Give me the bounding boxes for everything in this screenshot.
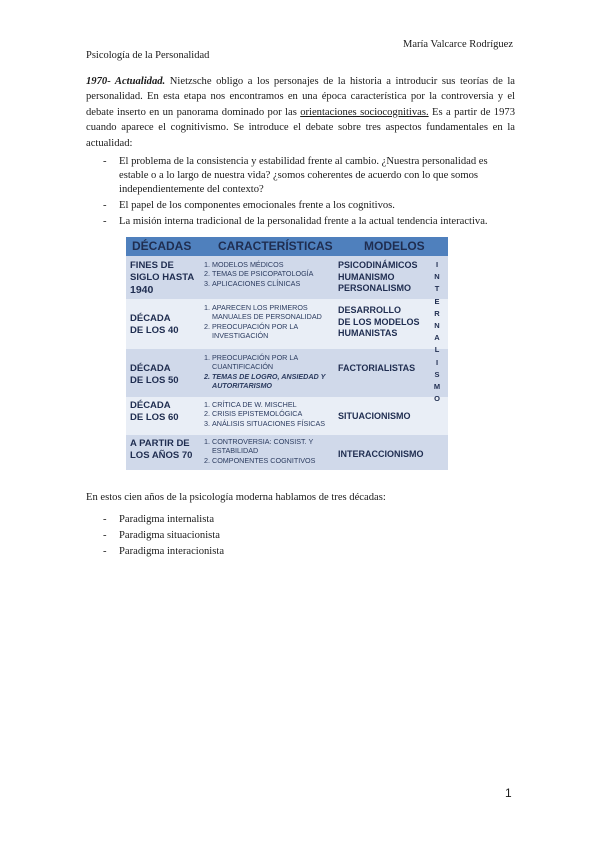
- header-subject: Psicología de la Personalidad: [86, 50, 210, 61]
- row-models: PSICODINÁMICOS HUMANISMO PERSONALISMO: [338, 260, 418, 293]
- decades-table: [126, 237, 448, 470]
- table-row: [126, 435, 448, 470]
- header-author: María Valcarce Rodríguez: [402, 39, 513, 50]
- paradigm-item: - Paradigma interacionista: [86, 545, 515, 559]
- header-caracteristicas: CARACTERÍSTICAS: [218, 239, 333, 253]
- intro-text-2: Es a partir de 1973 cuando aparece el cognitivismo. Se introduce el debate sobre tres aspectos fundamentales en la actualidad:: [86, 106, 515, 149]
- header-decadas: DÉCADAS: [132, 239, 192, 253]
- table-row: [126, 256, 448, 299]
- row-characteristics: 1. CONTROVERSIA: CONSIST. Y ESTABILIDAD 2. COMPONENTES COGNITIVOS: [200, 437, 334, 465]
- row-models: SITUACIONISMO: [338, 411, 411, 421]
- paradigms-list: [86, 513, 515, 561]
- row-characteristics: 1. CRÍTICA DE W. MISCHEL 2. CRISIS EPISTEMOLÓGICA 3. ANÁLISIS SITUACIONES FÍSICAS: [200, 400, 334, 428]
- row-models: FACTORIALISTAS: [338, 363, 416, 373]
- aspect-item: - El problema de la consistencia y estabilidad frente al cambio. ¿Nuestra personalidad es estable o a lo largo de nuestra vida? ¿somos coherentes de acuerdo con lo que somos independientemente del contexto?: [86, 155, 515, 197]
- table-row: [126, 397, 448, 435]
- row-models: DESARROLLO DE LOS MODELOS HUMANISTAS: [338, 305, 420, 338]
- row-decade: A PARTIR DE LOS AÑOS 70: [130, 438, 193, 461]
- table-row: [126, 349, 448, 397]
- aspect-item: - El papel de los componentes emocionales frente a los cognitivos.: [86, 199, 515, 213]
- table-row: [126, 299, 448, 349]
- table-header: [126, 237, 448, 256]
- header-modelos: MODELOS: [364, 239, 425, 253]
- row-decade: DÉCADA DE LOS 40: [130, 313, 179, 336]
- row-decade: DÉCADA DE LOS 50: [130, 363, 179, 386]
- intro-paragraph: [86, 74, 515, 151]
- page-number: 1: [505, 786, 512, 800]
- aspect-item: - La misión interna tradicional de la personalidad frente a la actual tendencia interactiva.: [86, 215, 515, 229]
- row-decade: DÉCADA DE LOS 60: [130, 400, 179, 423]
- internalismo-vertical-label: I N T E R N A L I S M O: [433, 260, 441, 404]
- row-characteristics: 1. PREOCUPACIÓN POR LA CUANTIFICACIÓN 2. TEMAS DE LOGRO, ANSIEDAD Y AUTORITARISMO: [200, 353, 334, 391]
- intro-underlined: orientaciones sociocognitivas.: [300, 106, 429, 118]
- aspects-list: [86, 155, 515, 231]
- row-decade: FINES DE SIGLO HASTA 1940: [130, 260, 195, 296]
- paradigm-item: - Paradigma situacionista: [86, 529, 515, 543]
- row-characteristics: 1. APARECEN LOS PRIMEROS MANUALES DE PERSONALIDAD 2. PREOCUPACIÓN POR LA INVESTIGACIÓN: [200, 303, 334, 341]
- closing-sentence: En estos cien años de la psicología moderna hablamos de tres décadas:: [86, 492, 386, 503]
- row-characteristics: 1. MODELOS MÉDICOS 2. TEMAS DE PSICOPATOLOGÍA 3. APLICACIONES CLÍNICAS: [200, 260, 334, 288]
- row-models: INTERACCIONISMO: [338, 449, 424, 459]
- intro-lead: 1970- Actualidad.: [86, 76, 166, 87]
- paradigm-item: - Paradigma internalista: [86, 513, 515, 527]
- intro-text-1: Nietzsche obligo a los personajes de la historia a introducir sus teorías de la personalidad. En esta etapa nos encontramos en una época característica por la controversia y el debate inserto en un panorama dominado por las: [86, 76, 515, 118]
